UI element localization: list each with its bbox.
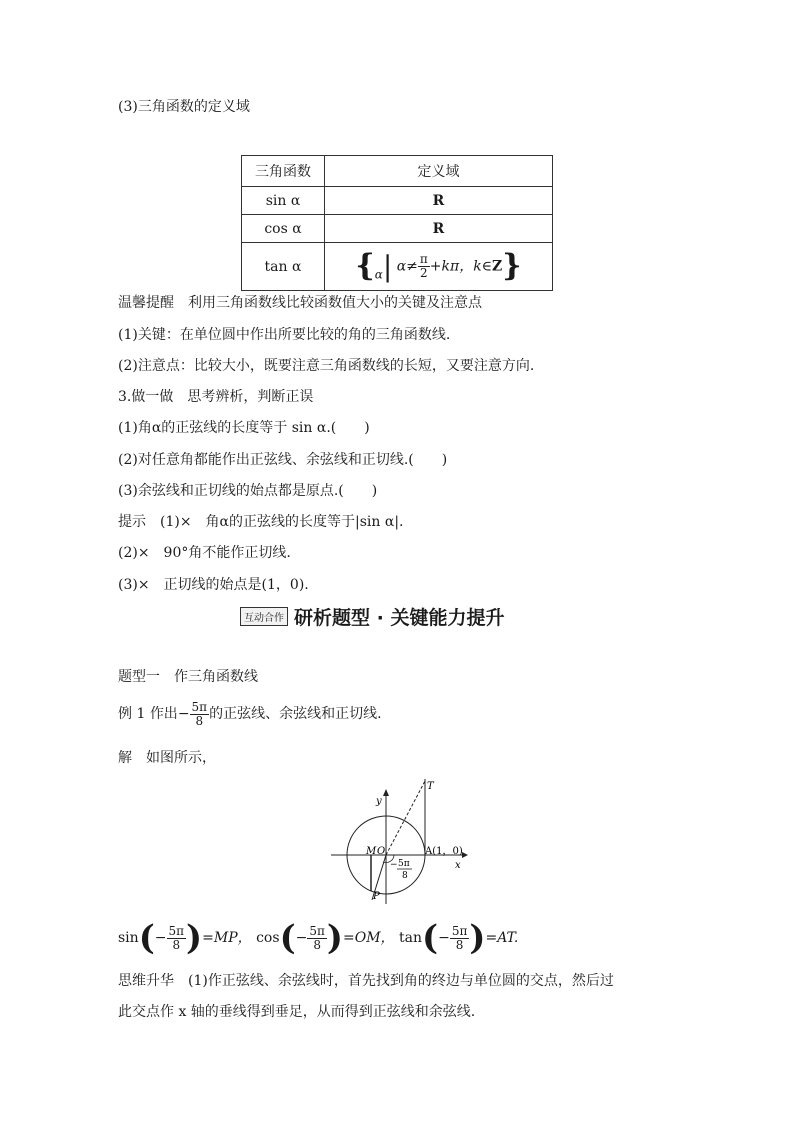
sin-result: =MP， (202, 930, 252, 946)
table-row (242, 243, 553, 291)
tan-den: 8 (455, 937, 464, 952)
table-header-domain: 定义域 (325, 156, 553, 187)
table-cell-func: cos α (242, 215, 325, 243)
example-label: 例 1 (118, 706, 146, 722)
tip-point-2: (2)注意点：比较大小，既要注意三角函数线的长短，又要注意方向. (118, 358, 535, 374)
tip-point-1: (1)关键：在单位圆中作出所要比较的角的三角函数线. (118, 327, 451, 343)
cos-sign: − (295, 930, 308, 946)
solution-line: 解 如图所示， (118, 750, 216, 766)
tan-result: =AT. (485, 930, 519, 946)
set-variable: α (374, 267, 383, 282)
P-label: P (373, 891, 380, 902)
section-header (240, 603, 504, 630)
example-num: 5π (191, 699, 208, 714)
table-header-func: 三角函数 (242, 156, 325, 187)
question-2: (2)对任意角都能作出正弦线、余弦线和正切线.( ) (118, 452, 448, 468)
table-cell-domain: R (325, 215, 553, 243)
domain-table (241, 155, 553, 291)
cos-result: =OM， (343, 930, 395, 946)
try-heading: 3.做一做 思考辨析，判断正误 (118, 389, 314, 405)
question-1: (1)角α的正弦线的长度等于 sin α.( ) (118, 420, 370, 436)
T-label: T (427, 781, 434, 792)
sin-den: 8 (172, 937, 181, 952)
section-badge: 互动合作 (240, 607, 288, 626)
example-den: 8 (195, 713, 204, 728)
cos-label: cos (256, 930, 280, 946)
table-header-row (242, 156, 553, 187)
tip-heading: 温馨提醒 (118, 295, 174, 311)
tip-line (118, 293, 482, 313)
angle-sign: − (390, 860, 398, 870)
sin-label: sin (118, 930, 139, 946)
y-axis-arrow (383, 789, 389, 796)
O-label: O (377, 846, 386, 857)
frac-num: π (419, 252, 428, 266)
example-line (118, 698, 382, 730)
table-cell-domain-tan: {α| α≠ $\frac{\pi}{2}$ +kπ，k∈Z} (325, 243, 553, 291)
extension-OT (386, 781, 425, 855)
domain-cond-pre: α≠ (396, 258, 418, 275)
domain-cond-post: +kπ，k∈ (429, 258, 493, 275)
unit-circle-figure (328, 776, 474, 910)
answer-2: (2)× 90°角不能作正切线. (118, 545, 291, 561)
sin-sign: − (154, 930, 167, 946)
section-title: 研析题型 · 关键能力提升 (294, 607, 505, 629)
answer-formula-line: sin(− $\frac{5\pi}{8}$ )=MP， cos(− $\frac{5\pi}{8}$ )=OM， tan(− $\frac{5\pi}{8}$ )=AT. (118, 918, 519, 958)
answer-3: (3)× 正切线的始点是(1，0). (118, 577, 309, 593)
table-cell-func: sin α (242, 187, 325, 215)
answer-1: (1)× 角α的正弦线的长度等于|sin α|. (160, 514, 404, 530)
A-label: A(1，0) (425, 846, 463, 857)
x-axis-arrow (462, 852, 468, 858)
cos-num: 5π (309, 923, 325, 938)
table-cell-domain: R (325, 187, 553, 215)
example-post: 的正弦线、余弦线和正切线. (209, 706, 382, 722)
angle-den: 8 (402, 871, 408, 881)
table-row (242, 187, 553, 215)
tan-label: tan (399, 930, 423, 946)
section-title-domain: (3)三角函数的定义域 (118, 99, 250, 115)
hint-label: 提示 (118, 514, 146, 530)
angle-num: 5π (398, 859, 410, 869)
tan-num: 5π (451, 923, 468, 938)
example-pre: 作出 (149, 706, 178, 722)
cos-den: 8 (313, 937, 321, 952)
table-row (242, 215, 553, 243)
tan-sign: − (438, 930, 450, 946)
question-3: (3)余弦线和正切线的始点都是原点.( ) (118, 483, 378, 499)
y-label: y (376, 796, 382, 807)
frac-den: 2 (420, 266, 428, 280)
domain-z: Z (492, 258, 503, 275)
x-label: x (455, 860, 461, 871)
summary-heading: 思维升华 (118, 973, 174, 989)
summary-line-1 (118, 971, 614, 991)
table-cell-func: tan α (242, 243, 325, 291)
hint-line (118, 512, 403, 532)
sin-num: 5π (168, 923, 185, 938)
summary-line-2: 此交点作 x 轴的垂线得到垂足，从而得到正弦线和余弦线. (118, 1004, 476, 1020)
M-label: M (366, 846, 377, 857)
example-sign: − (177, 706, 190, 722)
type-heading: 题型一 作三角函数线 (118, 669, 258, 685)
summary-text-1: (1)作正弦线、余弦线时，首先找到角的终边与单位圆的交点，然后过 (188, 973, 614, 989)
tip-text: 利用三角函数线比较函数值大小的关键及注意点 (188, 295, 482, 311)
